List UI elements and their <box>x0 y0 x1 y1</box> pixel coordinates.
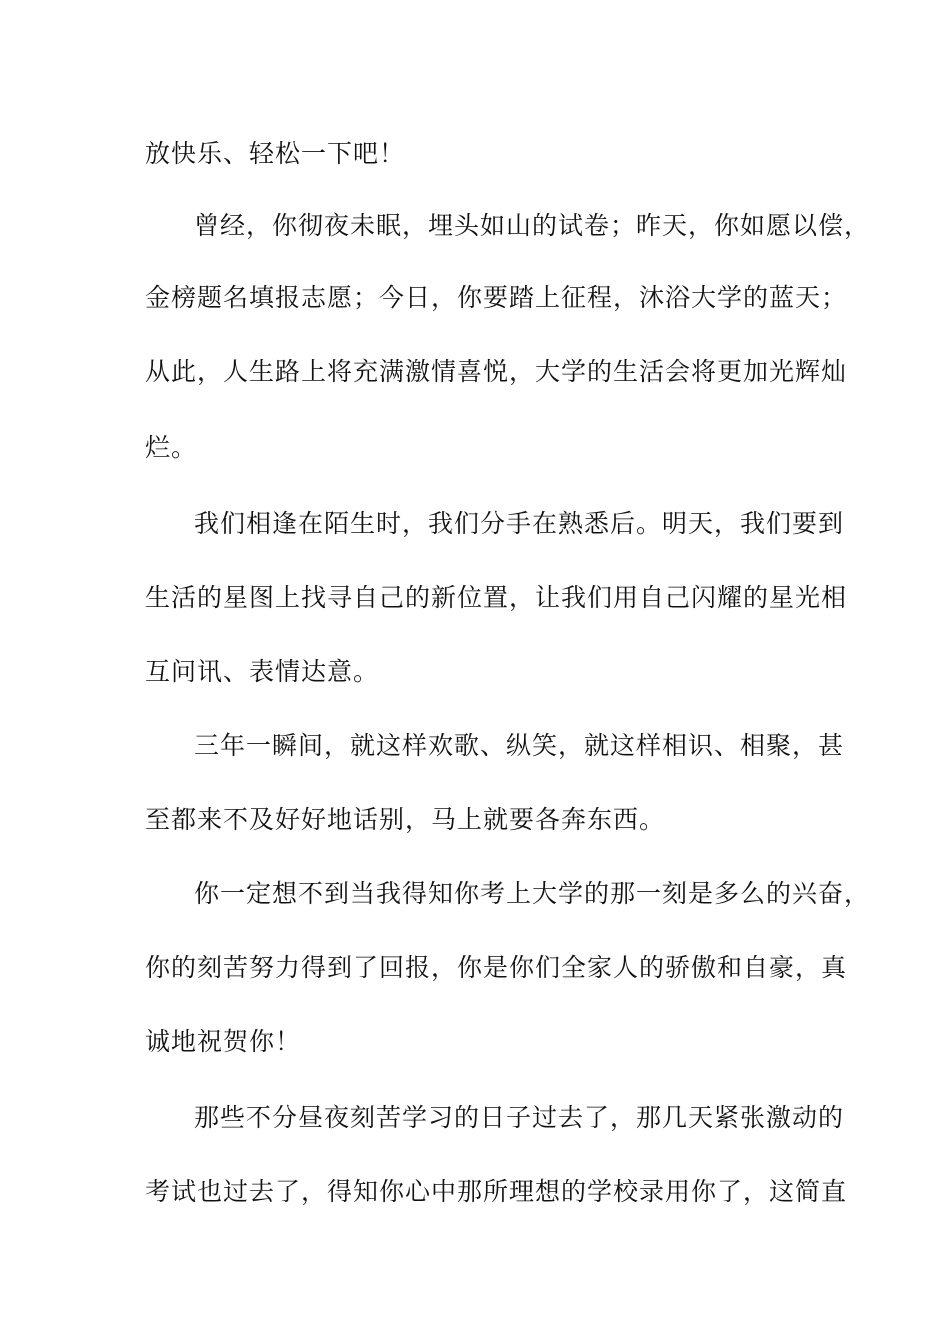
text-line: 诚地祝贺你！ <box>145 1027 302 1056</box>
text-line: 从此，人生路上将充满激情喜悦，大学的生活会将更加光辉灿 <box>145 357 848 386</box>
text-line: 烂。 <box>145 433 198 462</box>
text-line: 生活的星图上找寻自己的新位置，让我们用自己闪耀的星光相 <box>145 583 848 612</box>
text-line: 至都来不及好好地话别，马上就要各奔东西。 <box>145 805 666 834</box>
text-line: 你一定想不到当我得知你考上大学的那一刻是多么的兴奋， <box>194 879 871 908</box>
text-line: 三年一瞬间，就这样欢歌、纵笑，就这样相识、相聚，甚 <box>194 731 845 760</box>
text-line: 那些不分昼夜刻苦学习的日子过去了，那几天紧张激动的 <box>194 1103 845 1132</box>
text-line: 考试也过去了，得知你心中那所理想的学校录用你了，这简直 <box>145 1177 848 1206</box>
text-line: 互问讯、表情达意。 <box>145 657 380 686</box>
text-line: 金榜题名填报志愿；今日，你要踏上征程，沐浴大学的蓝天； <box>145 283 848 312</box>
text-line: 放快乐、轻松一下吧！ <box>145 139 406 168</box>
text-line: 曾经，你彻夜未眠，埋头如山的试卷；昨天，你如愿以偿， <box>194 211 871 240</box>
text-line: 我们相逢在陌生时，我们分手在熟悉后。明天，我们要到 <box>194 509 845 538</box>
text-line: 你的刻苦努力得到了回报，你是你们全家人的骄傲和自豪，真 <box>145 953 848 982</box>
